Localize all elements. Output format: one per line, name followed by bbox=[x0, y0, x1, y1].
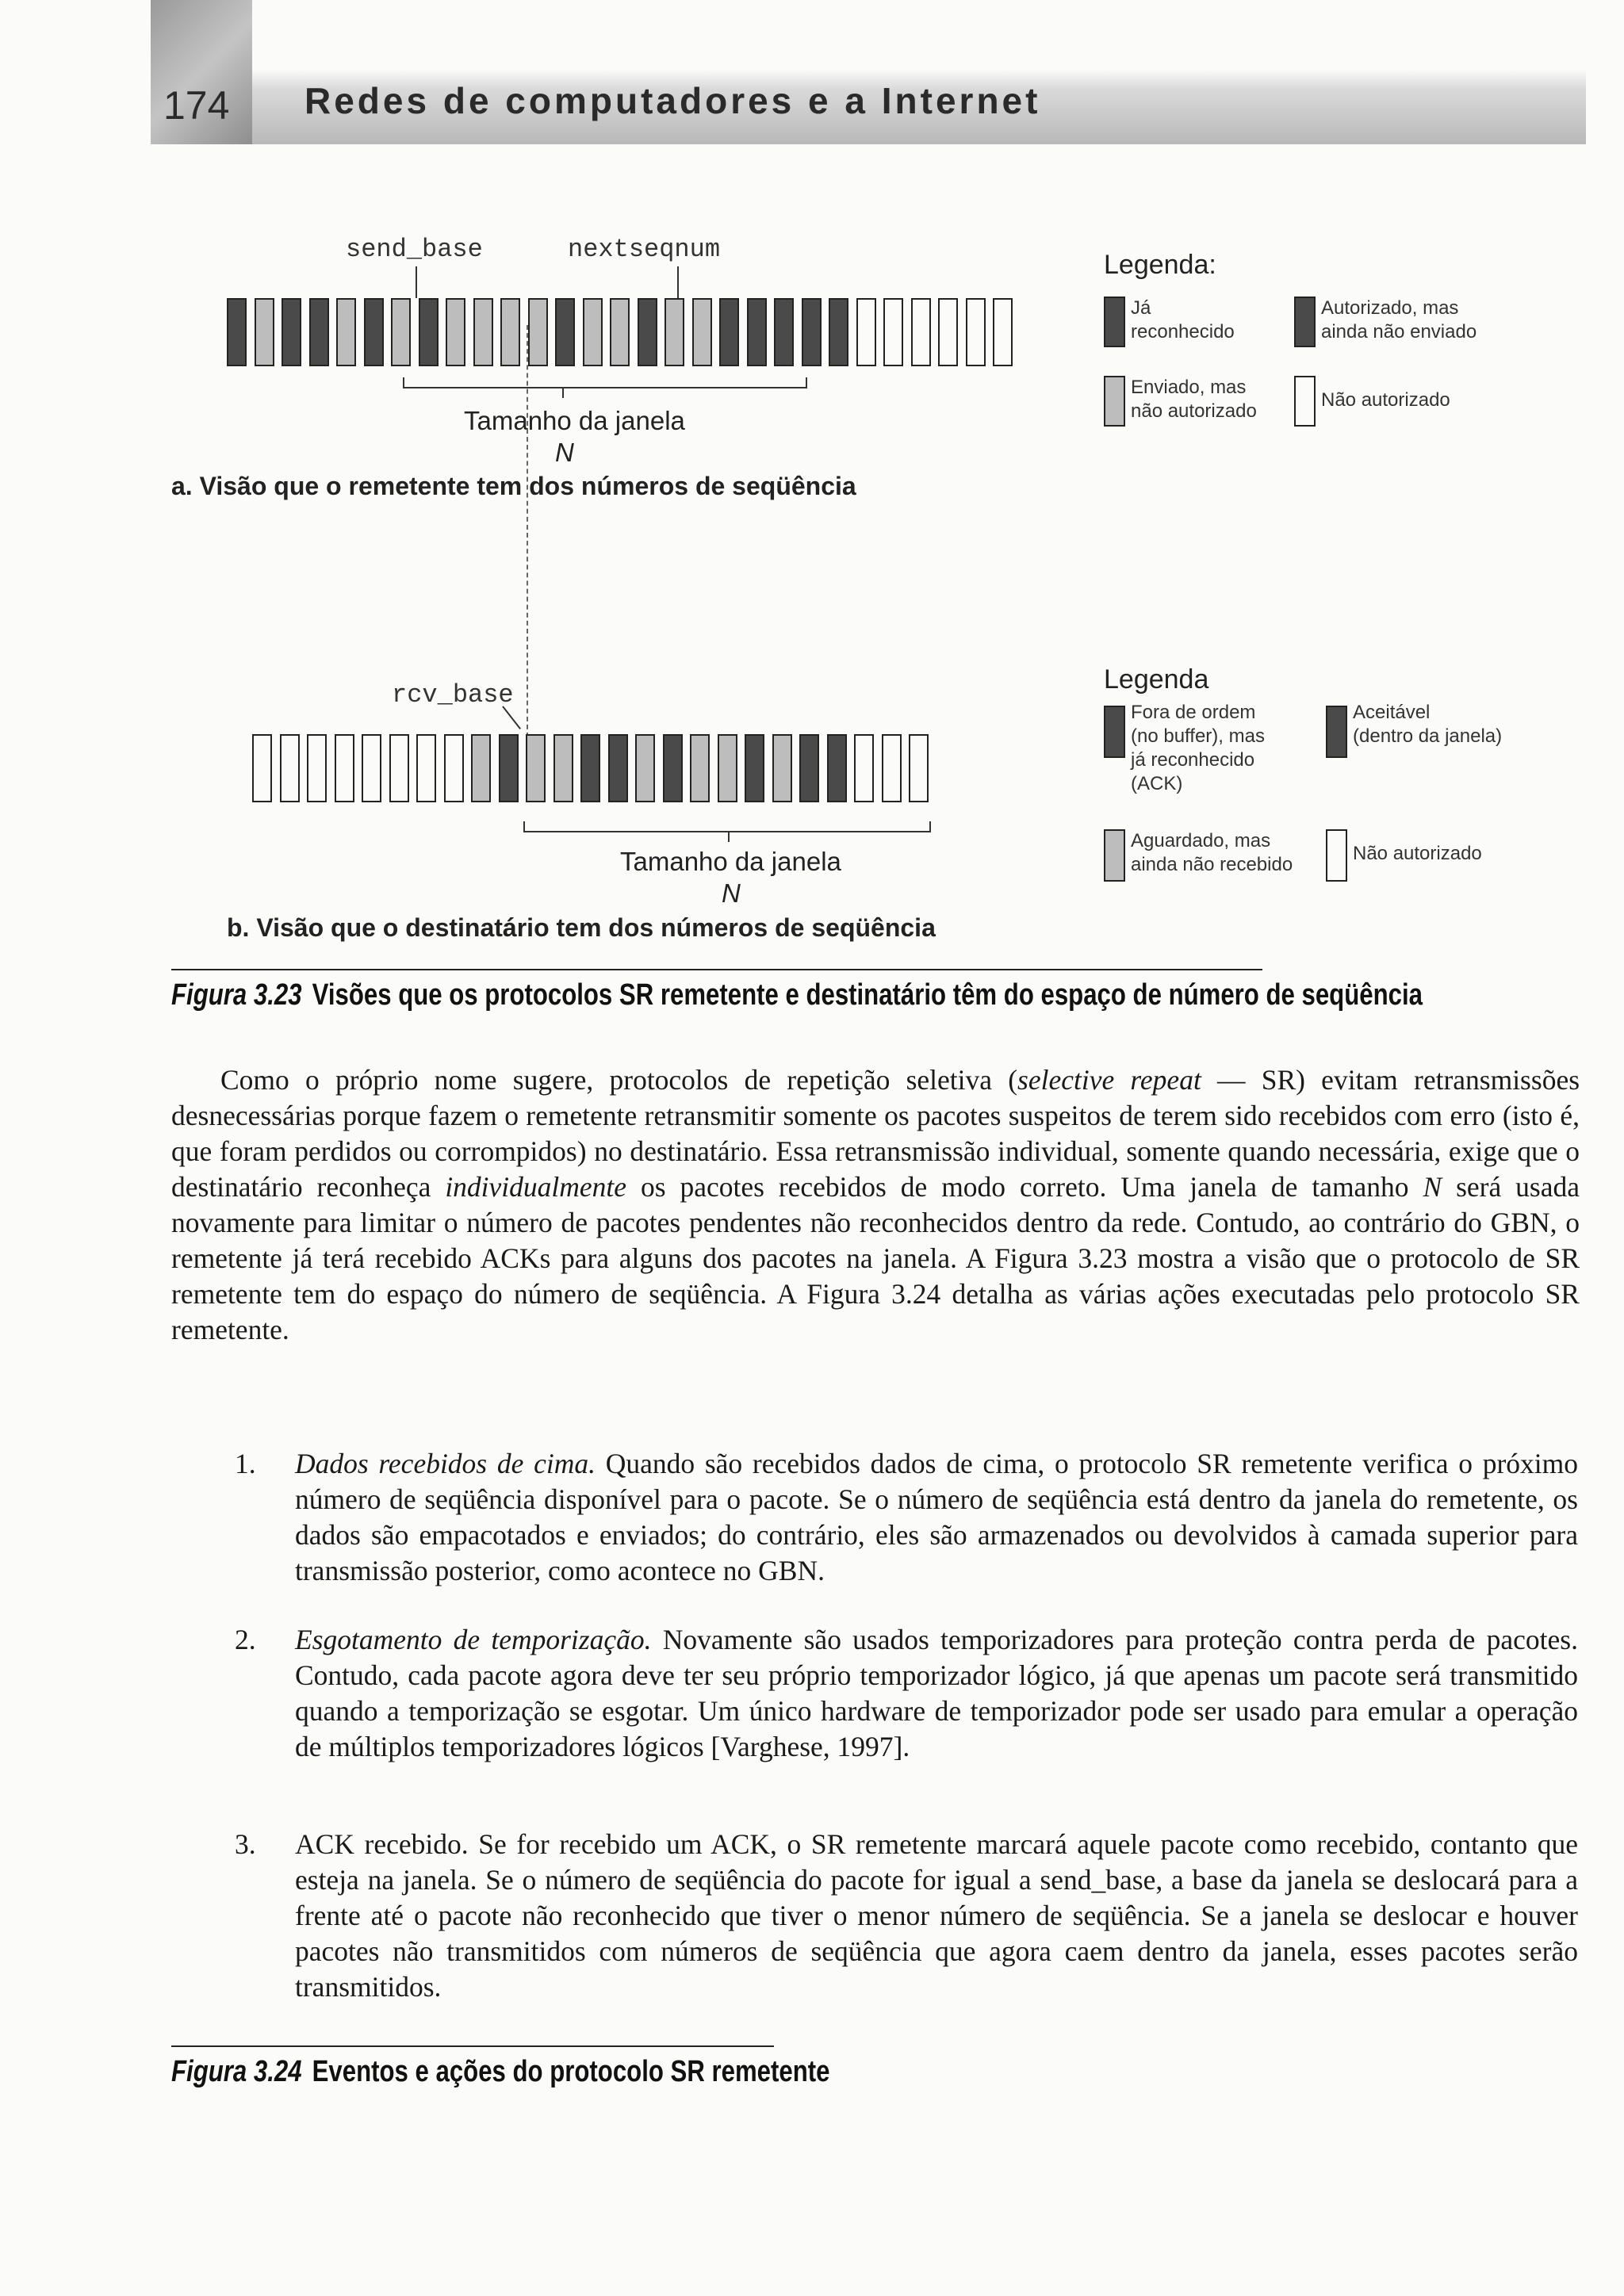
legend-b-swatch-acceptable bbox=[1326, 706, 1347, 758]
paragraph-text-2: — SR) evitam retransmissões desnecessárias porque fazem o remetente retransmitir somente os pacotes suspeitos de terem sido recebidos com erro (isto é, que foram perdidos ou corrompidos) no destinatário. Essa retransmissão individual, somente quando necessária, exige que o destinatário reconheça bbox=[171, 1064, 1580, 1203]
receiver-seq-cell bbox=[307, 734, 327, 802]
sender-seq-cell bbox=[555, 298, 575, 366]
window-a-label: Tamanho da janela bbox=[464, 406, 685, 435]
legend-b-swatch-expected bbox=[1104, 829, 1125, 882]
window-a-bracket-right bbox=[806, 377, 807, 388]
sender-seq-cell bbox=[829, 298, 848, 366]
figure-323-number: Figura 3.23 bbox=[171, 978, 302, 1012]
receiver-seq-cell bbox=[608, 734, 628, 802]
window-a-bracket-left bbox=[403, 377, 404, 388]
list-item-1-text: Quando são recebidos dados de cima, o protocolo SR remetente verifica o próximo número de seqüência disponível para o pacote. Se o número de seqüência está dentro da janela do remetente, os dados são empacotados e enviados; do contrário, eles são armazenados ou devolvidos à camada superior para transmissão posterior, como acontece no GBN. bbox=[295, 1448, 1578, 1586]
header-bar bbox=[151, 0, 1586, 144]
rcv-base-label: rcv_base bbox=[392, 680, 514, 710]
list-item-1-title: Dados recebidos de cima. bbox=[295, 1448, 596, 1479]
caption-b: b. Visão que o destinatário tem dos números de seqüência bbox=[227, 913, 936, 942]
sender-seq-cell bbox=[993, 298, 1013, 366]
receiver-seq-cell bbox=[499, 734, 519, 802]
send-base-label: send_base bbox=[346, 235, 483, 264]
list-number-3: 3. bbox=[235, 1828, 256, 1860]
sender-seq-cell bbox=[966, 298, 986, 366]
receiver-seq-cell bbox=[909, 734, 929, 802]
sender-seq-cell bbox=[802, 298, 822, 366]
legend-b-expected: Aguardado, mas ainda não recebido bbox=[1131, 830, 1293, 875]
paragraph-text-3: os pacotes recebidos de modo correto. Uma janela de tamanho bbox=[626, 1171, 1423, 1203]
send-base-pointer bbox=[416, 266, 417, 298]
legend-a-title: Legenda: bbox=[1104, 250, 1216, 280]
window-b-bracket-tick bbox=[728, 831, 730, 842]
figure-324-caption bbox=[171, 2055, 829, 2089]
sender-seq-cell bbox=[774, 298, 794, 366]
figure-323-rule bbox=[171, 969, 1262, 970]
receiver-seq-cell bbox=[389, 734, 409, 802]
list-item-3-text: ACK recebido. Se for recebido um ACK, o SR remetente marcará aquele pacote como recebido, contanto que esteja na janela. Se o número de seqüência do pacote for igual a send_base, a base da janela se deslocará para a frente até o pacote não reconhecido que tiver o menor número de seqüência. Se a janela se deslocar e houver pacotes não transmitidos com números de seqüência que agora caem dentro da janela, esses pacotes serão transmitidos. bbox=[295, 1828, 1578, 2003]
figure-324-rule bbox=[171, 2045, 774, 2047]
receiver-seq-cell bbox=[362, 734, 381, 802]
sender-seq-cell bbox=[364, 298, 384, 366]
receiver-seq-cell bbox=[663, 734, 683, 802]
sender-sequence-row bbox=[227, 298, 1020, 366]
receiver-seq-cell bbox=[553, 734, 573, 802]
sender-seq-cell bbox=[610, 298, 630, 366]
figure-324-number: Figura 3.24 bbox=[171, 2055, 302, 2088]
list-number-2: 2. bbox=[235, 1624, 256, 1655]
window-a-bracket-tick bbox=[562, 387, 564, 398]
list-item-3 bbox=[230, 1827, 1578, 2005]
list-number-1: 1. bbox=[235, 1448, 256, 1479]
list-item-2-text: Novamente são usados temporizadores para proteção contra perda de pacotes. Contudo, cada pacote agora deve ter seu próprio temporizador lógico, já que apenas um pacote será transmitido quando a temporização se esgotar. Um único hardware de temporizador pode ser usado para emular a operação de múltiplos temporizadores lógicos [Varghese, 1997]. bbox=[295, 1624, 1578, 1762]
receiver-seq-cell bbox=[416, 734, 436, 802]
sender-seq-cell bbox=[227, 298, 247, 366]
receiver-seq-cell bbox=[580, 734, 600, 802]
paragraph-text-1: Como o próprio nome sugere, protocolos de repetição seletiva ( bbox=[220, 1064, 1018, 1096]
sender-seq-cell bbox=[473, 298, 493, 366]
sender-seq-cell bbox=[255, 298, 274, 366]
sender-seq-cell bbox=[446, 298, 465, 366]
sender-seq-cell bbox=[282, 298, 301, 366]
window-b-bracket bbox=[523, 831, 931, 832]
receiver-seq-cell bbox=[690, 734, 710, 802]
paragraph-text-4: será usada novamente para limitar o número de pacotes pendentes não reconhecidos dentro da rede. Contudo, ao contrário do GBN, o remetente já terá recebido ACKs para alguns dos pacotes na janela. A Figura 3.23 mostra a visão que o protocolo de SR remetente tem do espaço do número de seqüência. A Figura 3.24 detalha as várias ações executadas pelo protocolo SR remetente. bbox=[171, 1171, 1580, 1345]
paragraph-emphasis-1: selective repeat bbox=[1017, 1064, 1201, 1096]
caption-a: a. Visão que o remetente tem dos números de seqüência bbox=[171, 472, 856, 500]
sender-seq-cell bbox=[500, 298, 520, 366]
legend-a-swatch-usable bbox=[1294, 297, 1316, 347]
nextseqnum-pointer bbox=[677, 266, 679, 298]
sender-seq-cell bbox=[419, 298, 439, 366]
receiver-seq-cell bbox=[854, 734, 874, 802]
list-item-2 bbox=[230, 1622, 1578, 1765]
sender-seq-cell bbox=[856, 298, 876, 366]
receiver-seq-cell bbox=[526, 734, 546, 802]
receiver-seq-cell bbox=[718, 734, 737, 802]
sender-seq-cell bbox=[747, 298, 767, 366]
window-b-bracket-left bbox=[523, 821, 525, 832]
sender-seq-cell bbox=[391, 298, 411, 366]
window-b-label: Tamanho da janela bbox=[620, 847, 841, 876]
legend-a-sent: Enviado, mas não autorizado bbox=[1131, 377, 1257, 422]
legend-a-swatch-sent bbox=[1104, 376, 1125, 427]
figure-323-caption bbox=[171, 978, 1423, 1012]
sender-seq-cell bbox=[665, 298, 684, 366]
receiver-seq-cell bbox=[280, 734, 300, 802]
sender-seq-cell bbox=[583, 298, 603, 366]
sender-seq-cell bbox=[336, 298, 356, 366]
legend-b-swatch-not-usable bbox=[1326, 829, 1347, 882]
legend-a-swatch-acked bbox=[1104, 297, 1125, 347]
legend-b-swatch-buffered bbox=[1104, 706, 1125, 758]
sender-seq-cell bbox=[309, 298, 329, 366]
receiver-seq-cell bbox=[471, 734, 491, 802]
legend-b-title: Legenda bbox=[1104, 664, 1209, 695]
receiver-sequence-row bbox=[252, 734, 1045, 802]
sender-seq-cell bbox=[528, 298, 548, 366]
list-item-1 bbox=[230, 1446, 1578, 1589]
legend-b-not-usable: Não autorizado bbox=[1353, 843, 1482, 864]
legend-b-buffered: Fora de ordem (no buffer), mas já reconhecido (ACK) bbox=[1131, 702, 1265, 794]
receiver-seq-cell bbox=[799, 734, 819, 802]
sender-seq-cell bbox=[883, 298, 903, 366]
receiver-seq-cell bbox=[252, 734, 272, 802]
sender-seq-cell bbox=[638, 298, 657, 366]
paragraph-emphasis-2: individualmente bbox=[445, 1171, 627, 1203]
legend-a-acked: Já reconhecido bbox=[1131, 297, 1235, 342]
window-b-n: N bbox=[722, 878, 741, 908]
running-head: Redes de computadores e a Internet bbox=[304, 80, 1041, 121]
sender-seq-cell bbox=[692, 298, 712, 366]
receiver-seq-cell bbox=[745, 734, 764, 802]
legend-a-not-usable: Não autorizado bbox=[1321, 389, 1450, 411]
page-number: 174 bbox=[163, 83, 230, 128]
window-b-bracket-right bbox=[929, 821, 931, 832]
receiver-seq-cell bbox=[335, 734, 354, 802]
receiver-seq-cell bbox=[827, 734, 847, 802]
legend-a-swatch-not-usable bbox=[1294, 376, 1316, 427]
figure-323-title: Visões que os protocolos SR remetente e destinatário têm do espaço de número de seqüência bbox=[312, 978, 1423, 1012]
receiver-seq-cell bbox=[882, 734, 902, 802]
body-paragraph bbox=[171, 1062, 1580, 1348]
nextseqnum-label: nextseqnum bbox=[568, 235, 721, 264]
list-item-2-title: Esgotamento de temporização. bbox=[295, 1624, 652, 1655]
figure-324-title: Eventos e ações do protocolo SR remetente bbox=[312, 2055, 830, 2088]
receiver-seq-cell bbox=[444, 734, 464, 802]
window-a-bracket bbox=[403, 387, 807, 388]
sender-seq-cell bbox=[938, 298, 958, 366]
legend-b-acceptable: Aceitável (dentro da janela) bbox=[1353, 702, 1503, 747]
receiver-seq-cell bbox=[635, 734, 655, 802]
window-a-n: N bbox=[555, 438, 574, 467]
receiver-seq-cell bbox=[772, 734, 792, 802]
dashed-connector bbox=[527, 325, 528, 737]
sender-seq-cell bbox=[719, 298, 739, 366]
paragraph-emphasis-3: N bbox=[1423, 1171, 1442, 1203]
legend-a-usable: Autorizado, mas ainda não enviado bbox=[1321, 297, 1477, 342]
sender-seq-cell bbox=[911, 298, 931, 366]
